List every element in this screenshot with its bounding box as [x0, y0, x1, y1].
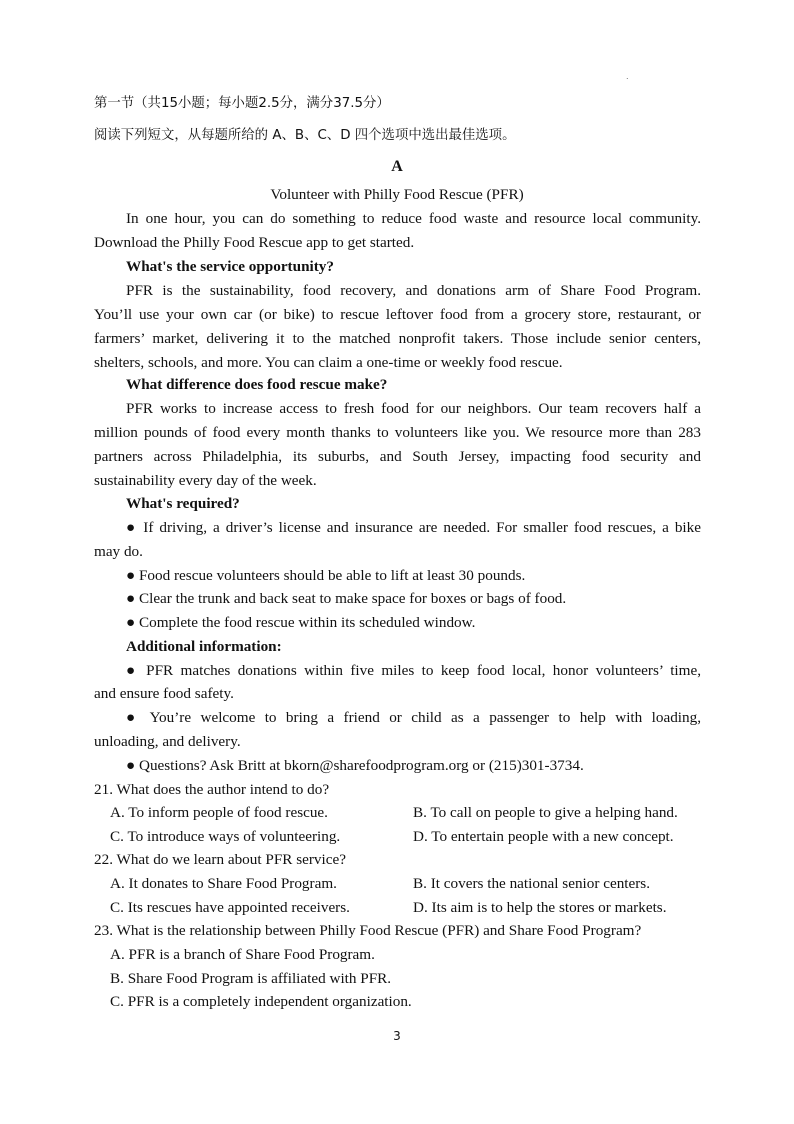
p1-line-1: PFR is the sustainability, food recovery, and donations arm of Share Food Program. — [126, 282, 701, 299]
p2-line-1: PFR works to increase access to fresh food for our neighbors. Our team recovers half a — [126, 400, 701, 417]
q23-option-c[interactable]: C. PFR is a completely independent organization. — [110, 993, 412, 1010]
stray-dot: . — [626, 72, 629, 81]
p1-line-3: farmers’ market, delivering it to the matched nonprofit takers. Those include senior centers, — [94, 330, 701, 347]
heading-additional-info: Additional information: — [126, 638, 282, 655]
heading-service-opportunity: What's the service opportunity? — [126, 258, 334, 275]
q22-option-d[interactable]: D. Its aim is to help the stores or markets. — [413, 899, 667, 916]
req-line-4: ● Clear the trunk and back seat to make space for boxes or bags of food. — [126, 590, 567, 607]
page-number: 3 — [393, 1029, 401, 1043]
p2-line-3: partners across Philadelphia, its suburbs, and South Jersey, impacting food security and — [94, 448, 701, 465]
q21-option-c[interactable]: C. To introduce ways of volunteering. — [110, 828, 341, 845]
q22-option-a[interactable]: A. It donates to Share Food Program. — [110, 875, 337, 892]
p2-line-4: sustainability every day of the week. — [94, 472, 317, 489]
intro-line-2: Download the Philly Food Rescue app to get started. — [94, 234, 415, 251]
req-line-2: may do. — [94, 543, 143, 560]
q23-option-a[interactable]: A. PFR is a branch of Share Food Program. — [110, 946, 375, 963]
q22-stem: 22. What do we learn about PFR service? — [94, 851, 346, 868]
heading-required: What's required? — [126, 495, 240, 512]
q23-option-b[interactable]: B. Share Food Program is affiliated with PFR. — [110, 970, 392, 987]
req-line-3: ● Food rescue volunteers should be able to lift at least 30 pounds. — [126, 567, 526, 584]
passage-title: Volunteer with Philly Food Rescue (PFR) — [270, 186, 524, 203]
p1-line-2: You’ll use your own car (or bike) to rescue leftover food from a grocery store, restaurant, or — [94, 306, 701, 323]
heading-food-rescue-difference: What difference does food rescue make? — [126, 376, 388, 393]
section-heading: 第一节（共15小题；每小题2.5分，满分37.5分） — [94, 96, 390, 111]
req-line-5: ● Complete the food rescue within its scheduled window. — [126, 614, 476, 631]
q21-option-b[interactable]: B. To call on people to give a helping hand. — [413, 804, 678, 821]
req-line-1: ● If driving, a driver’s license and insurance are needed. For smaller food rescues, a bike — [126, 519, 701, 536]
p2-line-2: million pounds of food every month thanks to volunteers like you. We resource more than 283 — [94, 424, 701, 441]
passage-letter: A — [391, 158, 403, 175]
add-line-1: ● PFR matches donations within five miles to keep food local, honor volunteers’ time, — [126, 662, 701, 679]
intro-line-1: In one hour, you can do something to reduce food waste and resource local community. — [126, 210, 701, 227]
add-line-3: ● You’re welcome to bring a friend or child as a passenger to help with loading, — [126, 709, 701, 726]
p1-line-4: shelters, schools, and more. You can claim a one-time or weekly food rescue. — [94, 354, 563, 371]
add-line-2: and ensure food safety. — [94, 685, 234, 702]
q21-option-d[interactable]: D. To entertain people with a new concept. — [413, 828, 674, 845]
section-instruction: 阅读下列短文，从每题所给的 A、B、C、D 四个选项中选出最佳选项。 — [94, 128, 516, 143]
add-line-4: unloading, and delivery. — [94, 733, 241, 750]
q21-stem: 21. What does the author intend to do? — [94, 781, 330, 798]
q22-option-b[interactable]: B. It covers the national senior centers. — [413, 875, 651, 892]
q22-option-c[interactable]: C. Its rescues have appointed receivers. — [110, 899, 350, 916]
add-line-5: ● Questions? Ask Britt at bkorn@sharefoodprogram.org or (215)301-3734. — [126, 757, 584, 774]
q21-option-a[interactable]: A. To inform people of food rescue. — [110, 804, 328, 821]
q23-stem: 23. What is the relationship between Philly Food Rescue (PFR) and Share Food Program? — [94, 922, 642, 939]
